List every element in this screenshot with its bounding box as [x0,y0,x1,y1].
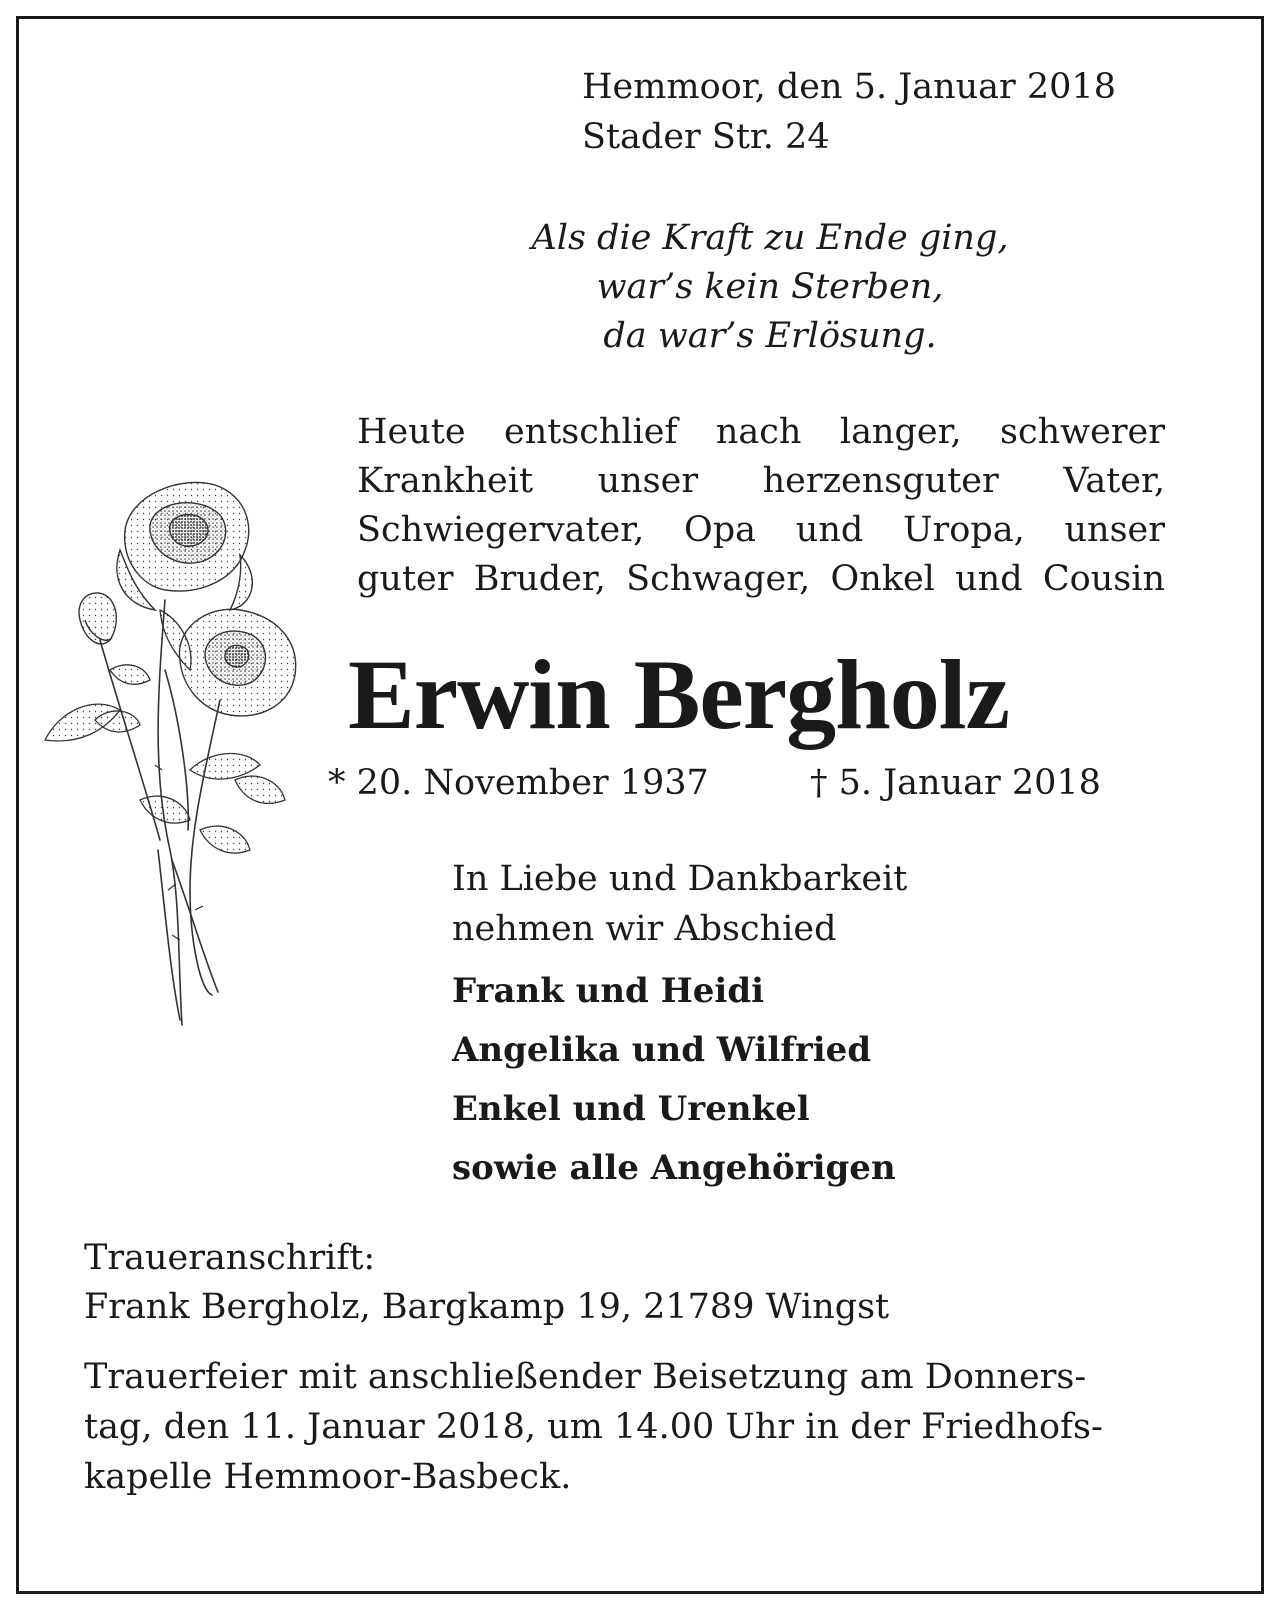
verse-line: war’s kein Sterben, [596,267,944,307]
verse [380,214,1160,361]
header-place-date [582,62,1116,162]
street-line: Stader Str. 24 [582,117,830,157]
ceremony-info [84,1352,1164,1502]
ceremony-line: tag, den 11. Januar 2018, um 14.00 Uhr in der Friedhofs- [84,1407,1103,1447]
signer-line: Enkel und Urenkel [452,1089,810,1129]
signer-line: Frank und Heidi [452,971,765,1011]
ceremony-line: Trauerfeier mit anschließender Beisetzung am Donners- [84,1357,1087,1397]
birth-date: * 20. November 1937 [328,763,709,803]
mourning-address-label: Traueranschrift: [84,1238,376,1278]
farewell-line: nehmen wir Abschied [452,909,837,949]
verse-line: Als die Kraft zu Ende ging, [531,218,1009,258]
intro-line: guter Bruder, Schwager, Onkel und Cousin [357,559,1165,599]
verse-line: da war’s Erlösung. [603,316,937,356]
intro-line: Heute entschlief nach langer, schwerer [357,412,1165,452]
mourning-address [84,1234,889,1332]
rose-bouquet-icon [40,470,330,1040]
intro-paragraph [357,408,1165,604]
deceased-name: Erwin Bergholz [348,639,1009,750]
place-date-line: Hemmoor, den 5. Januar 2018 [582,67,1116,107]
death-date: † 5. Januar 2018 [810,763,1101,803]
intro-line: Krankheit unser herzensguter Vater, [357,461,1165,501]
intro-line: Schwiegervater, Opa und Uropa, unser [357,510,1165,550]
signers-list [452,962,896,1198]
mourning-address-value: Frank Bergholz, Bargkamp 19, 21789 Wingst [84,1287,890,1327]
signer-line: Angelika und Wilfried [452,1030,872,1070]
signer-line: sowie alle Angehörigen [452,1148,896,1188]
farewell-line: In Liebe und Dankbarkeit [452,859,908,899]
farewell-text [452,854,907,954]
ceremony-line: kapelle Hemmoor-Basbeck. [84,1457,572,1497]
